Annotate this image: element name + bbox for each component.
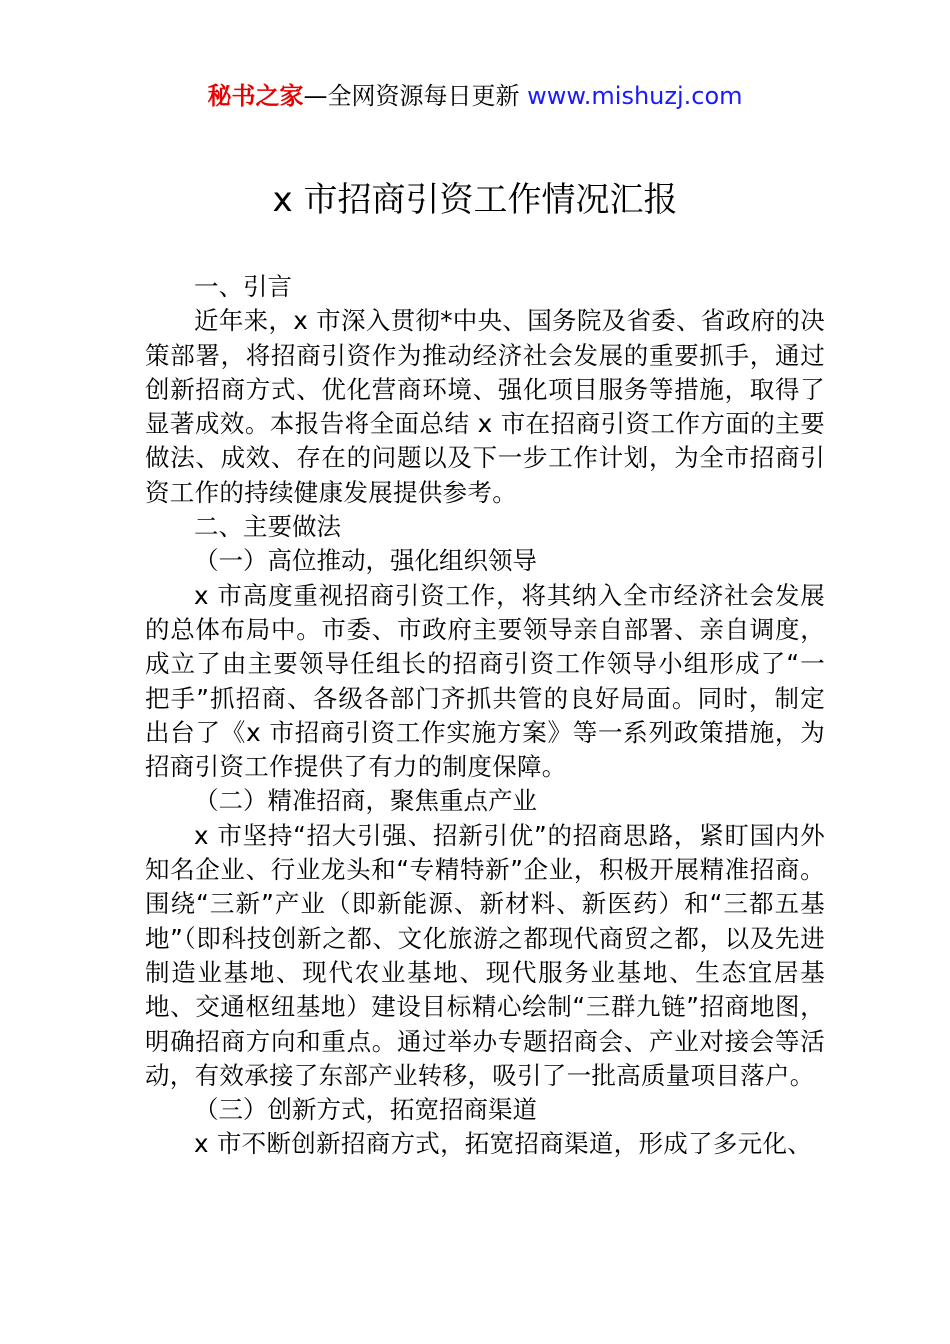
section-heading: 一、引言 [194, 272, 292, 301]
body-paragraph: x 市坚持“招大引强、招新引优”的招商思路，紧盯国内外知名企业、行业龙头和“专精特新”企业，积极开展精准招商。围绕“三新”产业（即新能源、新材料、新医药）和“三都五基地”（即科技创新之都、文化旅游之都现代商贸之都，以及先进制造业基地、现代农业基地、现代服务业基地、生态宜居基地、交通枢纽基地）建设目标精心绘制“三群九链”招商地图，明确招商方向和重点。通过举办专题招商会、产业对接会等活动，有效承接了东部产业转移，吸引了一批高质量项目落户。 [145, 820, 825, 1090]
body-paragraph: x 市不断创新招商方式，拓宽招商渠道，形成了多元化、 [194, 1129, 813, 1159]
document-title: x 市招商引资工作情况汇报 [272, 180, 678, 220]
body-paragraph: 近年来，x 市深入贯彻*中央、国务院及省委、省政府的决策部署，将招商引资作为推动经济社会发展的重要抓手，通过创新招商方式、优化营商环境、强化项目服务等措施，取得了显著成效。本报告将全面总结 x 市在招商引资工作方面的主要做法、成效、存在的问题以及下一步工作计划，为全市招商引资工作的持续健康发展提供参考。 [145, 306, 825, 507]
section-heading: （二）精准招商，聚焦重点产业 [194, 786, 537, 816]
site-brand: 秘书之家 [207, 82, 304, 110]
body-paragraph: x 市高度重视招商引资工作，将其纳入全市经济社会发展的总体布局中。市委、市政府主要领导亲自部署、亲自调度，成立了由主要领导任组长的招商引资工作领导小组形成了“一把手”抓招商、各级各部门齐抓共管的良好局面。同时，制定出台了《x 市招商引资工作实施方案》等一系列政策措施，为招商引资工作提供了有力的制度保障。 [145, 580, 825, 782]
site-tagline: —全网资源每日更新 [303, 82, 528, 110]
section-heading: 二、主要做法 [194, 512, 341, 542]
section-heading: （三）创新方式，拓宽招商渠道 [194, 1095, 537, 1125]
section-heading: （一）高位推动，强化组织领导 [194, 546, 537, 576]
site-url-link[interactable]: www.mishuzj.com [527, 82, 743, 110]
document-body [145, 270, 825, 1162]
site-header [0, 80, 950, 112]
